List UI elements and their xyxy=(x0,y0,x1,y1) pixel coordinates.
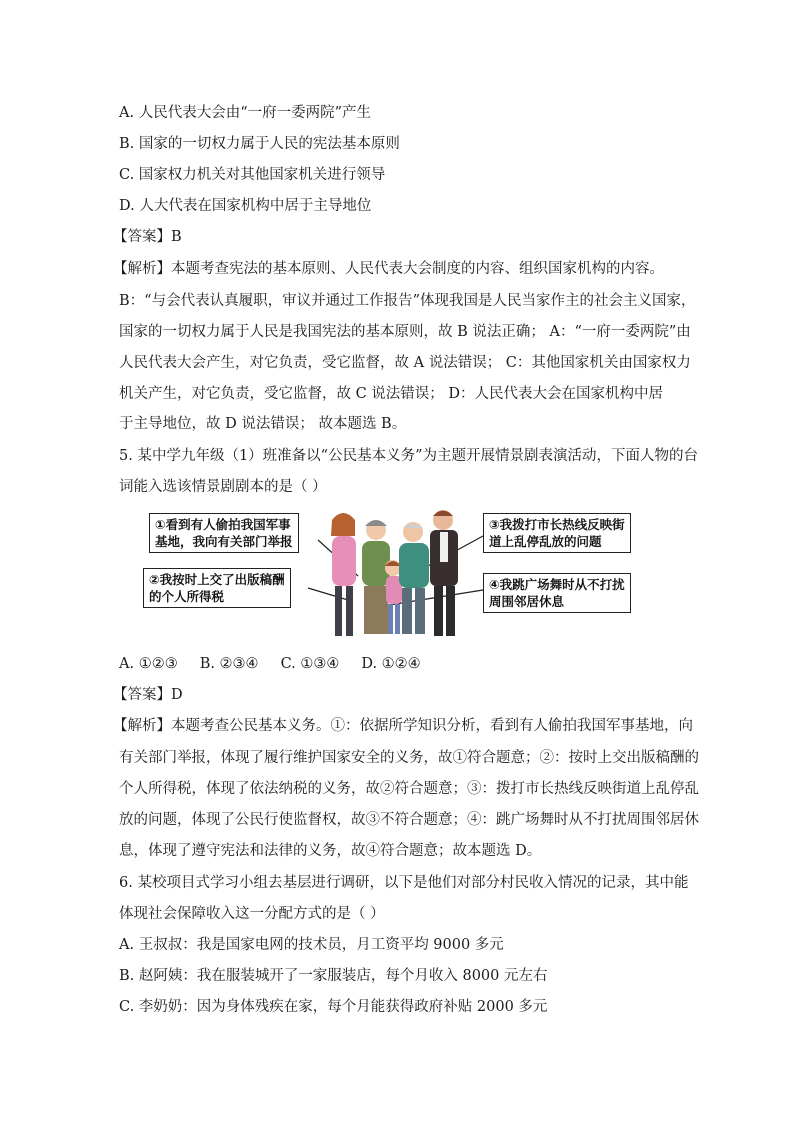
q5-analysis-line: 个人所得税，体现了依法纳税的义务，故②符合题意；③：拨打市长热线反映街道上乱停乱 xyxy=(119,781,699,797)
family-figure xyxy=(143,508,655,640)
q4-analysis-line: 于主导地位，故 D 说法错误； 故本题选 B。 xyxy=(119,416,407,432)
figure-label-3: ③我拨打市长热线反映街 道上乱停乱放的问题 xyxy=(483,513,631,553)
q5-analysis-line: 【解析】本题考查公民基本义务。①：依据所学知识分析，看到有人偷拍我国军事基地，向 xyxy=(113,718,693,734)
q5-option-d: D. ①②④ xyxy=(361,656,421,672)
q5-options xyxy=(119,654,443,674)
q6-option-c: C. 李奶奶：因为身体残疾在家，每个月能获得政府补贴 2000 多元 xyxy=(119,999,548,1015)
q4-answer: 【答案】B xyxy=(113,229,182,245)
figure-label-2: ②我按时上交了出版稿酬 的个人所得税 xyxy=(143,568,291,608)
q4-option-a: A. 人民代表大会由“一府一委两院”产生 xyxy=(119,105,372,121)
q5-stem-line: 词能入选该情景剧剧本的是（ ） xyxy=(119,479,327,495)
q5-stem-line: 5. 某中学九年级（1）班准备以“公民基本义务”为主题开展情景剧表演活动，下面人物的台 xyxy=(119,448,698,464)
q4-analysis-line: B：“与会代表认真履职，审议并通过工作报告”体现我国是人民当家作主的社会主义国家， xyxy=(119,293,696,309)
q6-option-a: A. 王叔叔：我是国家电网的技术员，月工资平均 9000 多元 xyxy=(119,937,504,953)
figure-label-1: ①看到有人偷拍我国军事 基地，我向有关部门举报 xyxy=(149,513,299,553)
q5-analysis-line: 息，体现了遵守宪法和法律的义务，故④符合题意；故本题选 D。 xyxy=(119,843,542,859)
q4-option-c: C. 国家权力机关对其他国家机关进行领导 xyxy=(119,167,386,183)
q5-option-b: B. ②③④ xyxy=(199,656,259,672)
q6-stem-line: 体现社会保障收入这一分配方式的是（ ） xyxy=(119,906,385,922)
q4-analysis-line: 国家的一切权力属于人民是我国宪法的基本原则，故 B 说法正确； A：“一府一委两院”由 xyxy=(119,324,691,340)
q4-option-d: D. 人大代表在国家机构中居于主导地位 xyxy=(119,198,372,214)
q5-analysis-line: 放的问题，体现了公民行使监督权，故③不符合题意；④：跳广场舞时从不打扰周围邻居休 xyxy=(119,812,699,828)
q6-stem-line: 6. 某校项目式学习小组去基层进行调研，以下是他们对部分村民收入情况的记录，其中能 xyxy=(119,875,689,891)
q4-analysis-line: 【解析】本题考查宪法的基本原则、人民代表大会制度的内容、组织国家机构的内容。 xyxy=(113,261,664,277)
figure-label-4: ④我跳广场舞时从不打扰 周围邻居休息 xyxy=(483,573,631,613)
q6-option-b: B. 赵阿姨：我在服装城开了一家服装店，每个月收入 8000 元左右 xyxy=(119,968,548,984)
q5-analysis-line: 有关部门举报，体现了履行维护国家安全的义务，故①符合题意；②：按时上交出版稿酬的 xyxy=(119,750,699,766)
q4-analysis-line: 人民代表大会产生，对它负责，受它监督，故 A 说法错误； C：其他国家机关由国家权力 xyxy=(119,355,691,371)
q4-analysis-line: 机关产生，对它负责，受它监督，故 C 说法错误； D：人民代表大会在国家机构中居 xyxy=(119,386,664,402)
q4-option-b: B. 国家的一切权力属于人民的宪法基本原则 xyxy=(119,136,400,152)
q5-answer: 【答案】D xyxy=(113,687,183,703)
q5-option-c: C. ①③④ xyxy=(280,656,340,672)
q5-option-a: A. ①②③ xyxy=(119,656,178,672)
